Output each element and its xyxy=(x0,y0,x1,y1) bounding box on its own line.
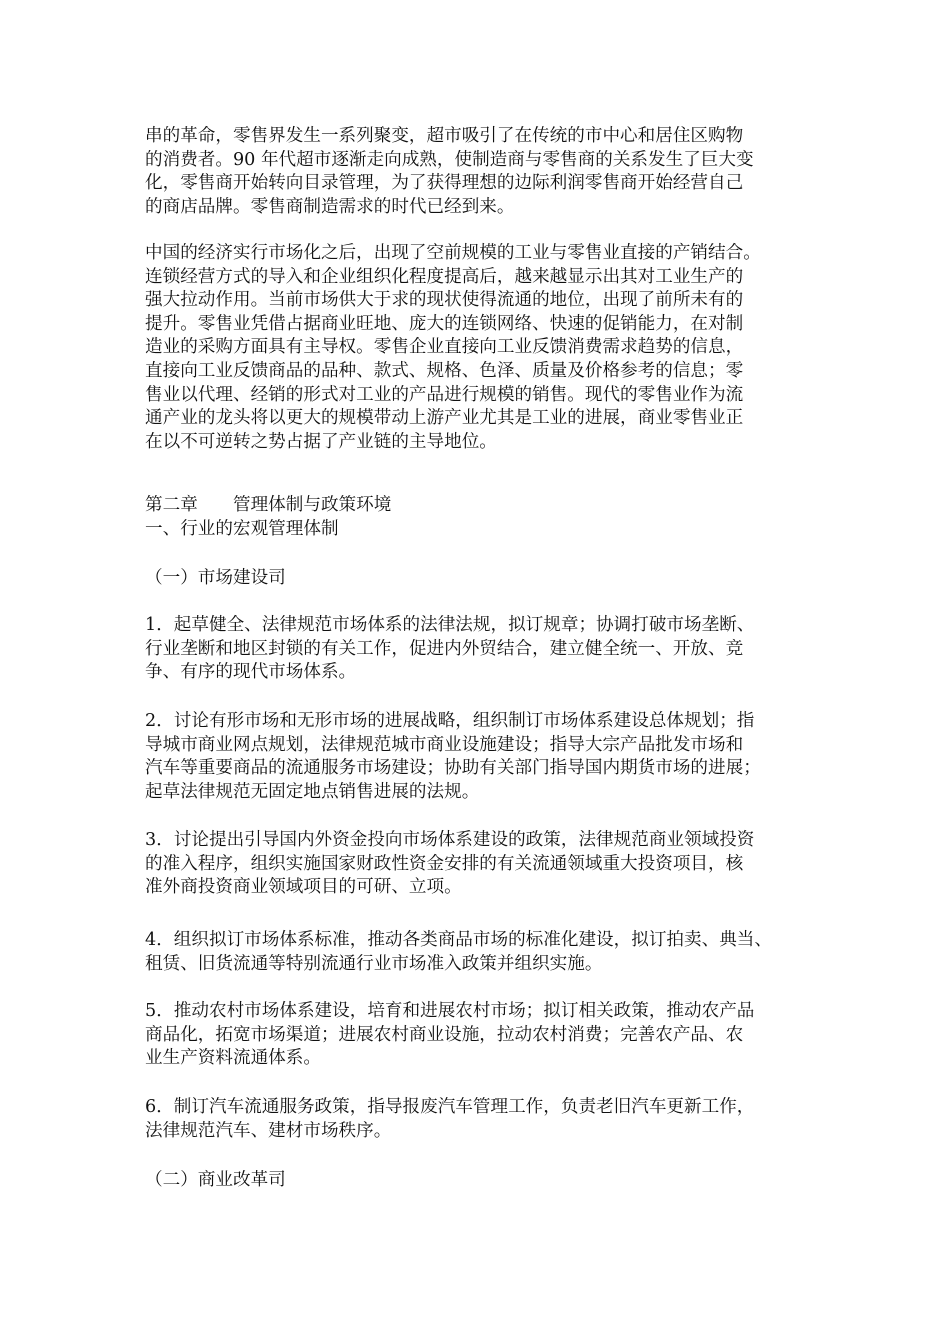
text-line: 准外商投资商业领域项目的可研、立项。 xyxy=(145,877,462,898)
text-line: 2．讨论有形市场和无形市场的进展战略，组织制订市场体系建设总体规划；指 xyxy=(145,711,755,731)
list-item-1 xyxy=(145,614,810,685)
text-line: 连锁经营方式的导入和企业组织化程度提高后，越来越显示出其对工业生产的 xyxy=(145,266,744,287)
chapter-heading xyxy=(145,494,810,541)
paragraph-china-market xyxy=(145,242,810,454)
text-line: 商品化，拓宽市场渠道；进展农村商业设施，拉动农村消费；完善农产品、农 xyxy=(145,1024,744,1045)
list-item-4 xyxy=(145,929,810,976)
list-item-3 xyxy=(145,829,810,900)
text-line: 的消费者。90 年代超市逐渐走向成熟，使制造商与零售商的关系发生了巨大变 xyxy=(145,149,754,170)
text-line: 3．讨论提出引导国内外资金投向市场体系建设的政策，法律规范商业领域投资 xyxy=(145,830,755,850)
subsection-title: （二）商业改革司 xyxy=(145,1170,286,1190)
text-line: 5．推动农村市场体系建设，培育和进展农村市场；拟订相关政策，推动农产品 xyxy=(145,1001,755,1021)
text-line: 6．制订汽车流通服务政策，指导报废汽车管理工作，负责老旧汽车更新工作， xyxy=(145,1097,755,1117)
section-title: 一、行业的宏观管理体制 xyxy=(145,518,339,539)
text-line: 1．起草健全、法律规范市场体系的法律法规，拟订规章；协调打破市场垄断、 xyxy=(145,615,755,635)
text-line: 租赁、旧货流通等特别流通行业市场准入政策并组织实施。 xyxy=(145,953,603,974)
list-item-6 xyxy=(145,1096,810,1143)
text-line: 业生产资料流通体系。 xyxy=(145,1048,321,1069)
paragraph-retail-revolution xyxy=(145,125,810,219)
text-line: 化，零售商开始转向目录管理，为了获得理想的边际利润零售商开始经营自己 xyxy=(145,173,744,194)
text-line: 通产业的龙头将以更大的规模带动上游产业尤其是工业的进展，商业零售业正 xyxy=(145,408,744,429)
subsection-heading-commercial-reform xyxy=(145,1169,810,1193)
text-line: 争、有序的现代市场体系。 xyxy=(145,662,357,683)
text-line: 在以不可逆转之势占据了产业链的主导地位。 xyxy=(145,431,497,452)
text-line: 的商店品牌。零售商制造需求的时代已经到来。 xyxy=(145,196,515,217)
text-line: 提升。零售业凭借占据商业旺地、庞大的连锁网络、快速的促销能力，在对制 xyxy=(145,313,744,334)
chapter-title: 第二章 管理体制与政策环境 xyxy=(145,495,392,515)
text-line: 串的革命，零售界发生一系列聚变，超市吸引了在传统的市中心和居住区购物 xyxy=(145,126,744,146)
text-line: 强大拉动作用。当前市场供大于求的现状使得流通的地位，出现了前所未有的 xyxy=(145,290,744,311)
text-line: 行业垄断和地区封锁的有关工作，促进内外贸结合，建立健全统一、开放、竞 xyxy=(145,638,744,659)
text-line: 汽车等重要商品的流通服务市场建设；协助有关部门指导国内期货市场的进展； xyxy=(145,758,761,779)
text-line: 4．组织拟订市场体系标准，推动各类商品市场的标准化建设，拟订拍卖、典当、 xyxy=(145,930,772,950)
text-line: 造业的采购方面具有主导权。零售企业直接向工业反馈消费需求趋势的信息， xyxy=(145,337,744,358)
text-line: 起草法律规范无固定地点销售进展的法规。 xyxy=(145,781,480,802)
text-line: 售业以代理、经销的形式对工业的产品进行规模的销售。现代的零售业作为流 xyxy=(145,384,744,405)
text-line: 直接向工业反馈商品的品种、款式、规格、色泽、质量及价格参考的信息；零 xyxy=(145,360,744,381)
list-item-5 xyxy=(145,1000,810,1071)
text-line: 法律规范汽车、建材市场秩序。 xyxy=(145,1120,392,1141)
text-line: 中国的经济实行市场化之后，出现了空前规模的工业与零售业直接的产销结合。 xyxy=(145,243,761,263)
subsection-title: （一）市场建设司 xyxy=(145,568,286,588)
list-item-2 xyxy=(145,710,810,804)
text-line: 导城市商业网点规划，法律规范城市商业设施建设；指导大宗产品批发市场和 xyxy=(145,734,744,755)
subsection-heading-market-construction xyxy=(145,567,810,591)
text-line: 的准入程序，组织实施国家财政性资金安排的有关流通领域重大投资项目，核 xyxy=(145,853,744,874)
